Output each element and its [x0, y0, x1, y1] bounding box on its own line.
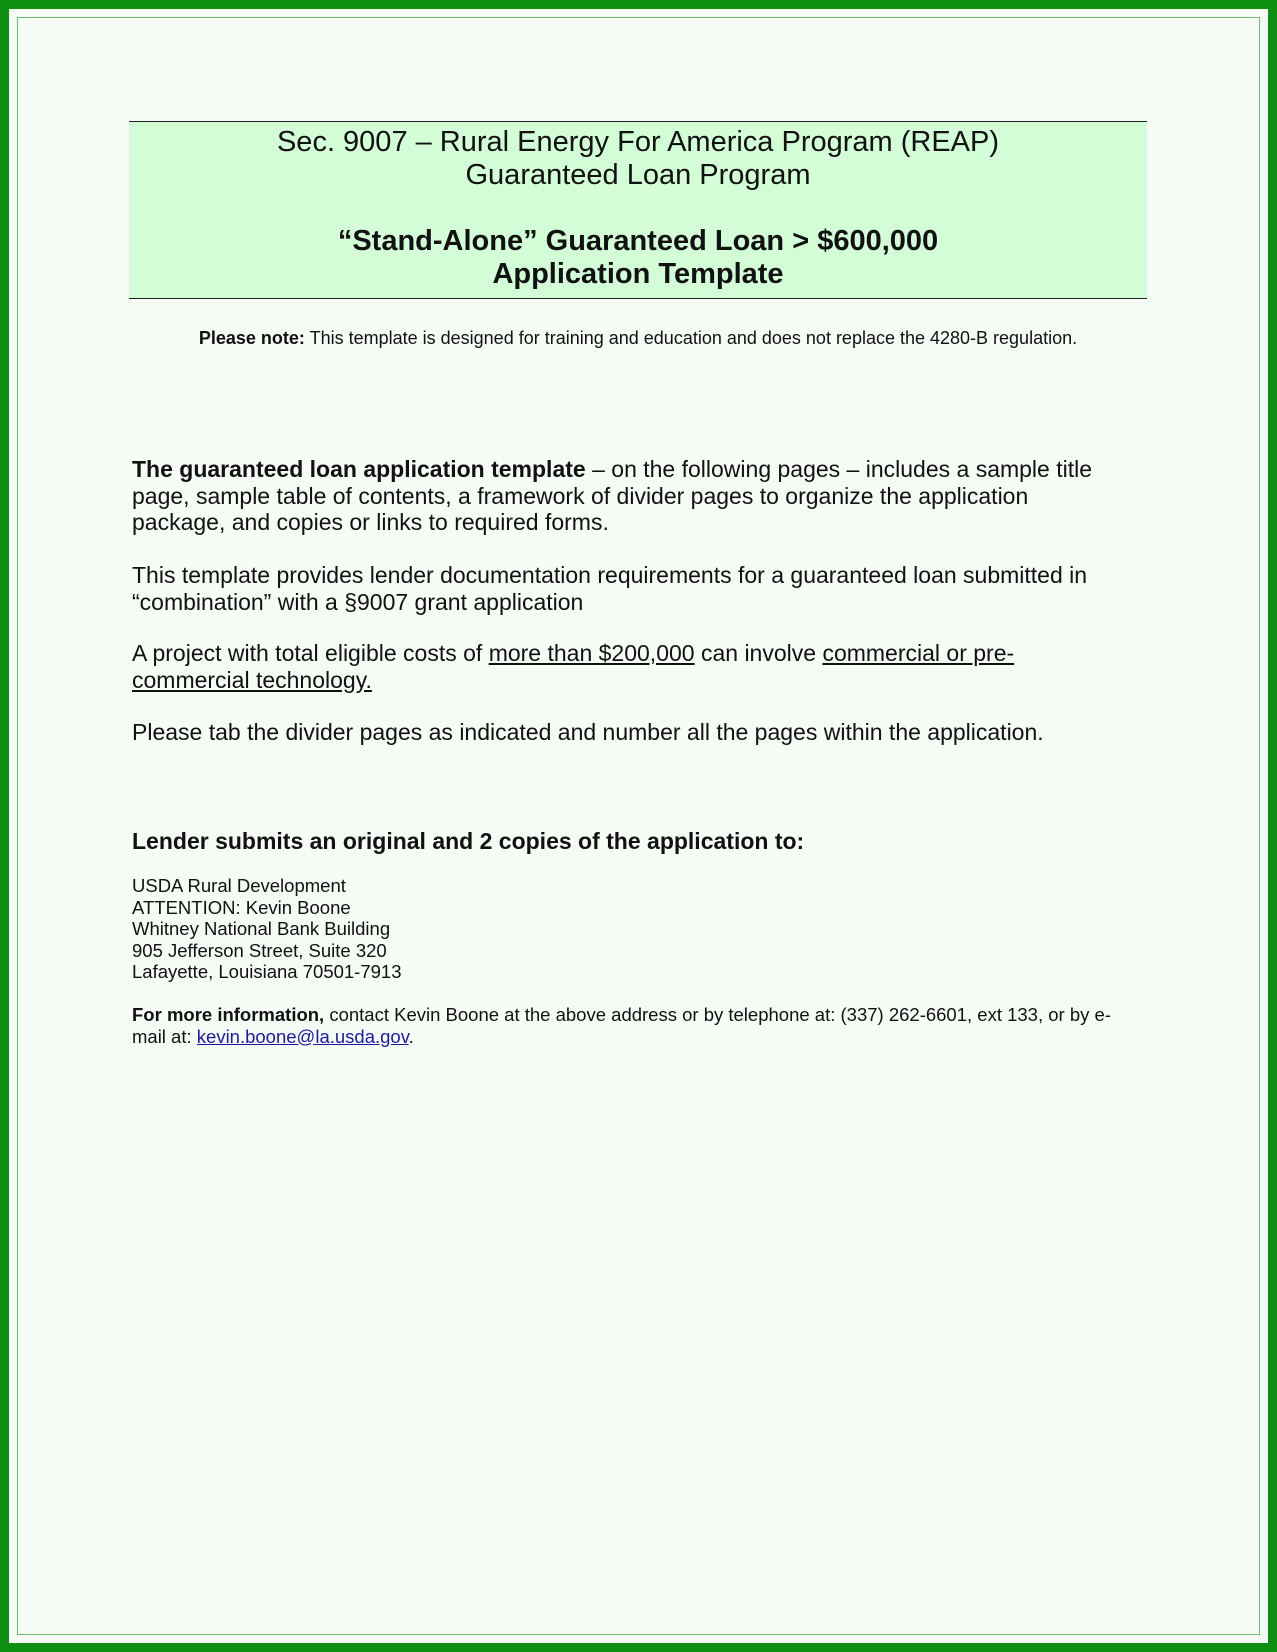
please-note-label: Please note: [198, 328, 305, 348]
address-line: ATTENTION: Kevin Boone [132, 896, 351, 918]
title-spacer [129, 192, 1147, 225]
paragraph-3-mid: can involve [694, 640, 823, 666]
paragraph-tab-instructions: Please tab the divider pages as indicated and number all the pages within the application. [132, 719, 1044, 745]
paragraph-1-bold: The guaranteed loan application template [132, 456, 586, 482]
more-info-label: For more information, [132, 1004, 325, 1025]
paragraph-template-description [132, 456, 1112, 536]
title-line-2: Guaranteed Loan Program [465, 159, 811, 191]
please-note [129, 326, 1147, 350]
paragraph-eligible-costs [132, 640, 1112, 693]
title-line-1: Sec. 9007 – Rural Energy For America Program (REAP) [276, 126, 1000, 158]
paragraph-3-start: A project with total eligible costs of [132, 640, 489, 666]
paragraph-lender-requirements: This template provides lender documentation requirements for a guaranteed loan submitted in “combination” with a §9007 grant application [132, 562, 1088, 615]
please-note-text: This template is designed for training and education and does not replace the 4280-B regulation. [304, 328, 1078, 348]
subtitle-line-1: “Stand-Alone” Guaranteed Loan > $600,000 [337, 225, 939, 257]
address-line: 905 Jefferson Street, Suite 320 [132, 939, 387, 961]
more-information [132, 1004, 1112, 1047]
address-line: Whitney National Bank Building [132, 918, 391, 939]
mailing-address [132, 875, 402, 983]
subtitle-line-2: Application Template [492, 258, 784, 290]
address-line: Lafayette, Louisiana 70501-7913 [132, 961, 402, 982]
submission-heading: Lender submits an original and 2 copies of the application to: [132, 828, 805, 854]
paragraph-1-text: – on the following pages – includes a sample title page, sample table of contents, a framework of divider pages to organize the application package, and copies or links to required forms. [132, 456, 1093, 535]
address-line: USDA Rural Development [132, 875, 346, 896]
email-link[interactable]: kevin.boone@la.usda.gov [196, 1025, 409, 1047]
title-header-box [129, 121, 1147, 299]
paragraph-3-underline-technology: commercial or pre-commercial technology. [132, 640, 1015, 693]
paragraph-3-underline-amount: more than $200,000 [488, 640, 695, 666]
more-info-text: contact Kevin Boone at the above address or by telephone at: (337) 262-6601, ext 133, or by e-mail at: [132, 1004, 1111, 1047]
more-info-end: . [408, 1025, 414, 1047]
